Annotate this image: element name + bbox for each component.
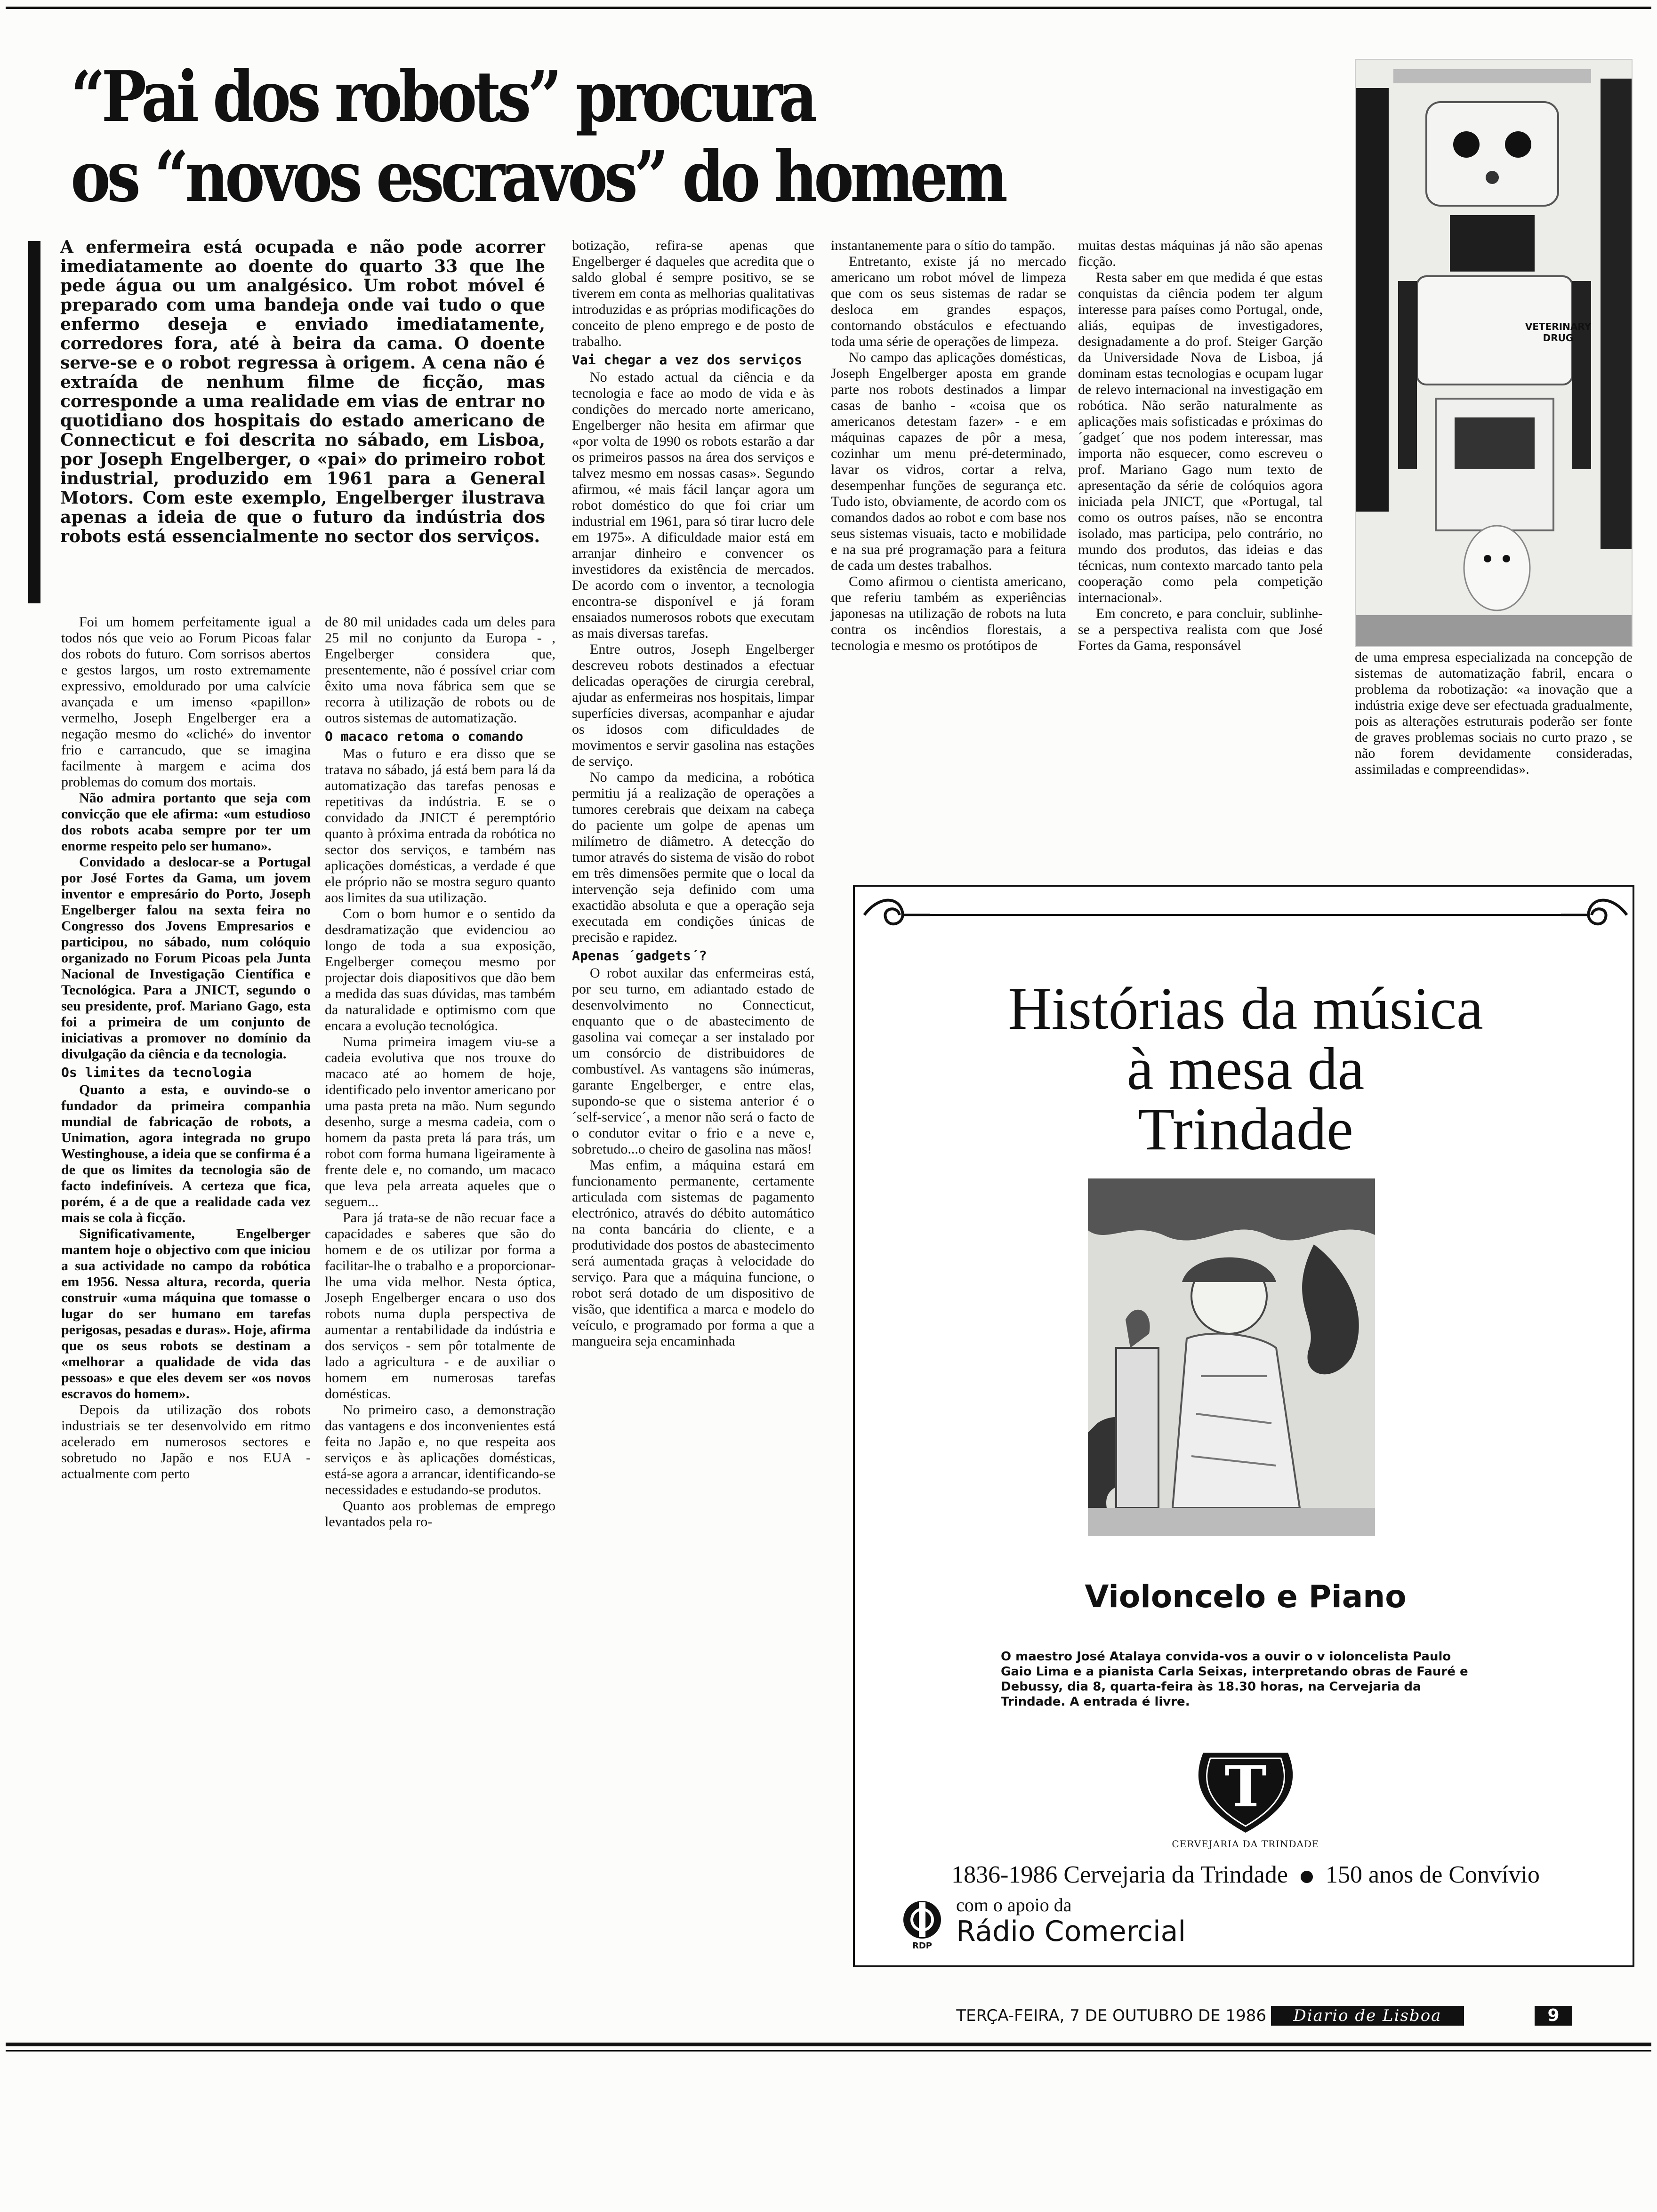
- trindade-logo: [1156, 1748, 1335, 1851]
- paragraph: Entretanto, existe já no mercado americano um robot móvel de limpeza que com os seus sistemas de radar se desloca em grandes espaços, contornando obstáculos e efectuando toda uma série de operações de limpeza.: [831, 254, 1066, 349]
- page-number: 9: [1535, 2006, 1572, 2026]
- photo-label: [1516, 321, 1601, 344]
- subheading: O macaco retoma o comando: [325, 729, 523, 744]
- paragraph: Não admira portanto que seja com convicção que ele afirma: «um estudioso dos robots acaba sempre por ter um enorme respeito pelo ser humano».: [61, 790, 311, 854]
- paragraph: Significativamente, Engelberger mantem hoje o objectivo com que iniciou a sua actividade no campo da robótica em 1956. Nessa altura, recorda, queria construir «uma máquina que tomasse o lugar do ser humano em tarefas perigosas, pesadas e duras». Hoje, afirma que os seus robots se destinam a «melhorar a qualidade de vida das pessoas» e que eles devem ser «os novos escravos do homem».: [61, 1226, 311, 1402]
- robot-photo: [1355, 59, 1633, 647]
- paragraph: No campo das aplicações domésticas, Joseph Engelberger aposta em grande parte nos robots destinados a limpar casas de banho - «coisa que os americanos detestam fazer» - e em máquinas capazes de pôr a mesa, cozinhar um menu pré-determinado, lavar os vidros, cortar a relva, desempenhar funções de segurança etc. Tudo isto, obviamente, de acordo com os comandos dados ao robot e com base nos seus sistemas visuais, tacto e mobilidade e na sua pré programação para a feitura de cada um destes trabalhos.: [831, 350, 1066, 573]
- paragraph: Com o bom humor e o sentido da desdramatização que evidenciou ao longo de toda a sua exposição, Engelberger começou mesmo por projectar dois diapositivos que dão bem a medida das suas dúvidas, mas também da naturalidade e optimismo com que encara a evolução tecnológica.: [325, 906, 555, 1034]
- headline-line-1: “Pai dos robots” procura: [71, 56, 814, 137]
- footer-masthead: Diario de Lisboa: [1271, 2006, 1464, 2026]
- headline-line-2: os “novos escravos” do homem: [71, 136, 1005, 217]
- paragraph: Entre outros, Joseph Engelberger descreveu robots destinados a efectuar delicadas operações de cirurgia cerebral, ajudar as enfermeiras nos hospitais, limpar superfícies diversas, acompanhar e ajudar os idosos com dificuldades de movimentos e servir gasolina nas estações de serviço.: [572, 641, 814, 769]
- ad-tagline: [855, 1861, 1636, 1889]
- paragraph: Mas enfim, a máquina estará em funcionamento permanente, certamente articulada com sistemas de pagamento electrónico, através do débito automático na conta bancária do cliente, e a produtividade dos postos de abastecimento será aumentada graças à velocidade do serviço. Para que a máquina funcione, o robot será dotado de um dispositivo de visão, que identifica a marca e modelo do veículo, e programado por forma a que a mangueira seja encaminhada: [572, 1157, 814, 1349]
- ad-title-line-3: Trindade: [1138, 1096, 1353, 1162]
- bullet-icon: [1301, 1871, 1313, 1883]
- paragraph: muitas destas máquinas já não são apenas ficção.: [1078, 238, 1323, 269]
- column-3: [572, 238, 814, 1349]
- robot-illustration: [1356, 60, 1633, 647]
- paragraph: No estado actual da ciência e da tecnologia e face ao modo de vida e às condições do mercado norte americano, Engelberger não hesita em afirmar que «por volta de 1990 os robots estarão a dar os primeiros passos na área dos serviços e talvez mesmo em nossas casas». Segundo afirmou, «é mais fácil lançar agora um robot doméstico do que foi criar um industrial em 1961, para só tirar lucro dele em 1975». A dificuldade maior está em arranjar dinheiro e convencer os investidores da existência de mercados. De acordo com o inventor, a tecnologia encontra-se disponível e já foram ensaiados numerosos robots que executam as mais diversas tarefas.: [572, 369, 814, 641]
- column-1: [61, 614, 311, 1482]
- paragraph: Foi um homem perfeitamente igual a todos nós que veio ao Forum Picoas falar dos robots do futuro. Com sorrisos abertos e gestos largos, um rosto extremamente expressivo, emoldurado por uma calvície avançada e um imenso «papillon» vermelho, Joseph Engelberger era a negação mesmo do «cliché» do inventor frio e carrancudo, que se imagina facilmente à margem e acima dos problemas do comum dos mortais.: [61, 614, 311, 790]
- column-6: [1355, 649, 1633, 777]
- ornament-left-icon: [860, 891, 935, 938]
- paragraph: Mas o futuro e era disso que se tratava no sábado, já está bem para lá da automatização das tarefas penosas e repetitivas da indústria. E se o convidado da JNICT é peremptório quanto à próxima entrada da robótica no sector dos serviços, e também nas aplicações domésticas, a verdade é que ele próprio não se mostra seguro quanto aos limites da sua utilização.: [325, 746, 555, 906]
- paragraph: Resta saber em que medida é que estas conquistas da ciência podem ter algum interesse para países como Portugal, onde, aliás, equipas de investigadores, designadamente a do prof. Steiger Garção da Universidade Nova de Lisboa, já dominam estas tecnologias e ocupam lugar de relevo internacional na investigação em robótica. Não serão naturalmente as aplicações mais sofisticadas e próximas do ´gadget´ que nos podem interessar, mas importa não esquecer, como escreveu o prof. Mariano Gago num texto de apresentação da série de colóquios agora iniciada pela JNICT, que «Portugal, tal como os outros países, não se encontra isolado, mas participa, pelo contrário, no mundo dos produtos, das ideias e das técnicas, num contexto marcado tanto pela cooperação como pela competição internacional».: [1078, 270, 1323, 605]
- paragraph: Quanto aos problemas de emprego levantados pela ro-: [325, 1498, 555, 1530]
- rdp-tag: RDP: [912, 1941, 932, 1951]
- bottom-rule: [6, 2043, 1651, 2046]
- paragraph: instantanemente para o sítio do tampão.: [831, 238, 1055, 253]
- ad-title-line-2: à mesa da: [1126, 1035, 1365, 1102]
- lede: A enfermeira está ocupada e não pode acorrer imediatamente ao doente do quarto 33 que lhe pede água ou um analgésico. Um robot móvel é preparado com uma bandeja onde vai tudo o que enfermo deseja e enviado imediatamente, corredores fora, até à beira da cama. O doente serve-se e o robot regressa à origem. A cena não é extraída de nenhum filme de ficção, mas corresponde a uma realidade em vias de entrar no quotidiano dos hospitais do estado americano de Connecticut e foi descrita no sábado, em Lisboa, por Joseph Engelberger, o «pai» do primeiro robot industrial, produzido em 1961 para a General Motors. Com este exemplo, Engelberger ilustrava apenas a ideia de que o futuro da indústria dos robots está essencialmente no sector dos serviços.: [60, 237, 545, 546]
- ad-title-line-1: Histórias da música: [1008, 975, 1483, 1042]
- paragraph: Em concreto, e para concluir, sublinhe-se a perspectiva realista com que José Fortes da Gama, responsável: [1078, 606, 1323, 653]
- paragraph: Convidado a deslocar-se a Portugal por José Fortes da Gama, um jovem inventor e empresário do Porto, Joseph Engelberger falou na sexta feira no Congresso dos Jovens Empresarios e participou, no sábado, num colóquio organizado no Forum Picoas pela Junta Nacional de Investigação Científica e Tecnológica. Para a JNICT, segundo o seu presidente, prof. Mariano Gago, esta foi a primeira de um conjunto de iniciativas a promover no domínio da divulgação da ciência e da tecnologia.: [61, 854, 311, 1062]
- headline: [71, 56, 1005, 217]
- ad-support: com o apoio da: [956, 1894, 1072, 1915]
- footer-date: TERÇA-FEIRA, 7 DE OUTUBRO DE 1986: [956, 2006, 1266, 2025]
- lede-bar: [28, 241, 40, 603]
- ornament-right-icon: [1556, 891, 1632, 938]
- paragraph: O robot auxilar das enfermeiras está, por seu turno, em adiantado estado de desenvolvimento no Connecticut, enquanto que o de abastecimento de gasolina vai começar a ser instalado por um consórcio de distribuidores de combustível. As vantagens são inúmeras, garante Engelberger, e entre elas, supondo-se que o sistema anterior é o ´self-service´, a menor não será o facto de o condutor evitar o frio e a neve e, sobretudo...o cheiro de gasolina nas mãos!: [572, 965, 814, 1157]
- ad-subtitle: Violoncelo e Piano: [1085, 1579, 1407, 1615]
- paragraph: de 80 mil unidades cada um deles para 25 mil no conjunto da Europa - , Engelberger considera que, presentemente, não é possível criar com êxito uma nova fábrica sem que se recorra à utilização de robots ou de outros sistemas de automatização.: [325, 614, 555, 726]
- paragraph: Depois da utilização dos robots industriais se ter desenvolvido em ritmo acelerado em numerosos sectores e sobretudo no Japão e nos EUA - actualmente com perto: [61, 1402, 311, 1482]
- subheading: Apenas ´gadgets´?: [572, 948, 707, 963]
- column-5: [1078, 238, 1323, 654]
- advertisement: [853, 885, 1634, 1967]
- logo-letter: T: [1224, 1754, 1267, 1820]
- paragraph: de uma empresa especializada na concepção de sistemas de automatização fabril, encara o problema da robotização: «a inovação que a indústria exige deve ser efectuada gradualmente, pois as alterações estruturais poderão ser fonte de graves problemas sociais no curto prazo , se não forem devidamente consideradas, assimiladas e compreendidas».: [1355, 649, 1633, 777]
- top-rule: [6, 7, 1651, 9]
- bottom-rule-thin: [6, 2050, 1651, 2052]
- rdp-logo: [901, 1899, 948, 1955]
- ad-title: [855, 975, 1636, 1162]
- column-4: [831, 238, 1066, 654]
- photo-label-line-2: DRUG: [1543, 332, 1574, 344]
- rdp-emblem-icon: [901, 1899, 943, 1941]
- paragraph: Para já trata-se de não recuar face a capacidades e saberes que são do homem e de os utilizar por forma a facilitar-lhe o trabalho e a proporcionar-lhe uma vida melhor. Nesta óptica, Joseph Engelberger encara o uso dos robots numa dupla perspectiva de aumentar a rentabilidade da indústria e dos serviços - sem pôr totalmente de lado a agricultura - e de auxiliar o homem em numerosas tarefas domésticas.: [325, 1210, 555, 1402]
- paragraph: No campo da medicina, a robótica permitiu já a realização de operações a tumores cerebrais que deixam na cabeça do paciente um golpe de apenas um milímetro de diâmetro. A detecção do tumor através do sistema de visão do robot em três dimensões permite que o local da intervenção seja definido com uma exactidão absoluta e que a operação seja executada em condições únicas de precisão e rapidez.: [572, 769, 814, 945]
- ad-body: O maestro José Atalaya convida-vos a ouvir o v ioloncelista Paulo Gaio Lima e a pianista Carla Seixas, interpretando obras de Fauré e Debussy, dia 8, quarta-feira às 18.30 horas, na Cervejaria da Trindade. A entrada é livre.: [1001, 1650, 1468, 1709]
- ad-top-rule: [925, 914, 1566, 916]
- ad-illustration: [1088, 1178, 1375, 1536]
- paragraph: botização, refira-se apenas que Engelberger é daqueles que acredita que o saldo global é sempre positivo, se se tiverem em conta as melhorias qualitativas introduzidas e as próprias modificações do conceito de pleno emprego e de posto de trabalho.: [572, 238, 814, 349]
- ad-tagline-right: 150 anos de Convívio: [1325, 1861, 1540, 1888]
- paragraph: Como afirmou o cientista americano, que referiu também as experiências japonesas na utilização de robots na luta contra os incêndios florestais, a tecnologia e mesmo os protótipos de: [831, 574, 1066, 653]
- photo-label-line-1: VETERINARY: [1525, 321, 1592, 332]
- muse-illustration: [1088, 1178, 1375, 1536]
- paragraph: Quanto a esta, e ouvindo-se o fundador da primeira companhia mundial de fabricação de robots, a Unimation, agora integrada no grupo Westinghouse, a ideia que se confirma é a de que os limites da tecnologia são de facto indefiníveis. A certeza que fica, porém, é a de que a realidade cada vez mais se cola à ficção.: [61, 1082, 311, 1226]
- subheading: Vai chegar a vez dos serviços: [572, 352, 802, 368]
- paragraph: Numa primeira imagem viu-se a cadeia evolutiva que nos trouxe do macaco até ao homem de hoje, identificado pelo inventor americano por uma pasta preta na mão. Num segundo desenho, surge a mesma cadeia, com o homem da pasta preta lá para trás, um robot com forma humana ligeiramente à frente dele e, no comando, um macaco que leva pela arreata aqueles que o seguem...: [325, 1034, 555, 1210]
- radio-name: Rádio Comercial: [956, 1915, 1186, 1948]
- ad-tagline-left: 1836-1986 Cervejaria da Trindade: [951, 1861, 1288, 1888]
- column-2: [325, 614, 555, 1530]
- subheading: Os limites da tecnologia: [61, 1065, 252, 1080]
- logo-caption: CERVEJARIA DA TRINDADE: [1172, 1838, 1319, 1850]
- paragraph: No primeiro caso, a demonstração das vantagens e dos inconvenientes está feita no Japão e, no que respeita aos serviços e às aplicações domésticas, está-se agora a arrancar, identificando-se necessidades e estudando-se produtos.: [325, 1402, 555, 1498]
